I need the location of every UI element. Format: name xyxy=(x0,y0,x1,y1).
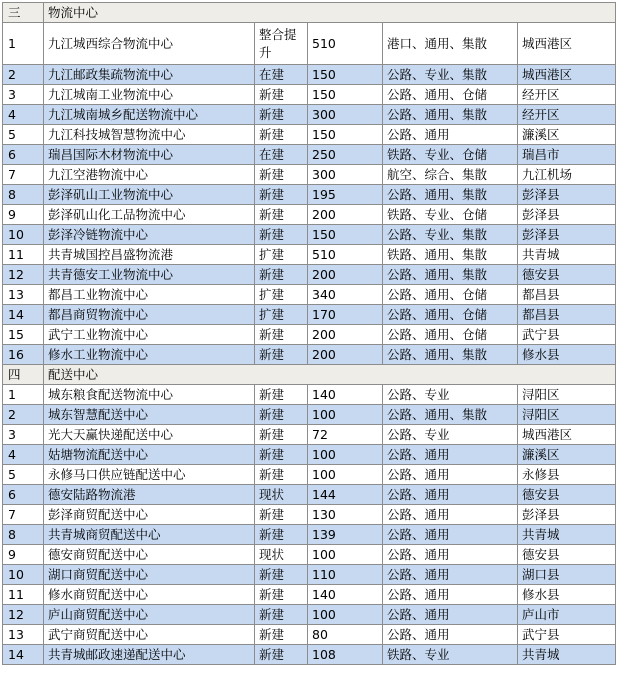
facility-name: 城东智慧配送中心 xyxy=(44,405,255,425)
facility-type: 航空、综合、集散 xyxy=(383,165,518,185)
facility-name: 都昌工业物流中心 xyxy=(44,285,255,305)
table-row xyxy=(3,85,616,105)
row-number: 8 xyxy=(3,185,44,205)
location: 城西港区 xyxy=(518,23,616,65)
facility-type: 公路、通用、集散 xyxy=(383,345,518,365)
area-value: 100 xyxy=(308,405,383,425)
area-value: 144 xyxy=(308,485,383,505)
location: 武宁县 xyxy=(518,625,616,645)
area-value: 300 xyxy=(308,105,383,125)
area-value: 72 xyxy=(308,425,383,445)
facility-name: 彭泽商贸配送中心 xyxy=(44,505,255,525)
facility-name: 共青德安工业物流中心 xyxy=(44,265,255,285)
table-row xyxy=(3,225,616,245)
facility-type: 铁路、专业 xyxy=(383,645,518,665)
logistics-table xyxy=(2,2,616,665)
row-number: 1 xyxy=(3,23,44,65)
build-status: 现状 xyxy=(255,485,308,505)
location: 濂溪区 xyxy=(518,125,616,145)
location: 经开区 xyxy=(518,85,616,105)
area-value: 150 xyxy=(308,125,383,145)
area-value: 340 xyxy=(308,285,383,305)
facility-name: 武宁商贸配送中心 xyxy=(44,625,255,645)
area-value: 150 xyxy=(308,65,383,85)
build-status: 新建 xyxy=(255,565,308,585)
facility-name: 庐山商贸配送中心 xyxy=(44,605,255,625)
facility-type: 公路、通用、集散 xyxy=(383,405,518,425)
facility-name: 瑞昌国际木材物流中心 xyxy=(44,145,255,165)
row-number: 9 xyxy=(3,545,44,565)
row-number: 4 xyxy=(3,105,44,125)
area-value: 140 xyxy=(308,385,383,405)
table-row xyxy=(3,265,616,285)
table-row xyxy=(3,125,616,145)
facility-type: 公路、专业、集散 xyxy=(383,225,518,245)
table-row xyxy=(3,385,616,405)
facility-name: 光大天赢快递配送中心 xyxy=(44,425,255,445)
row-number: 14 xyxy=(3,305,44,325)
location: 九江机场 xyxy=(518,165,616,185)
build-status: 现状 xyxy=(255,545,308,565)
facility-name: 永修马口供应链配送中心 xyxy=(44,465,255,485)
facility-name: 彭泽矶山化工品物流中心 xyxy=(44,205,255,225)
build-status: 扩建 xyxy=(255,285,308,305)
facility-type: 公路、通用、仓储 xyxy=(383,285,518,305)
location: 都昌县 xyxy=(518,285,616,305)
build-status: 新建 xyxy=(255,265,308,285)
row-number: 13 xyxy=(3,625,44,645)
facility-type: 公路、通用、集散 xyxy=(383,185,518,205)
table-row xyxy=(3,525,616,545)
section-number: 三 xyxy=(3,3,44,23)
facility-type: 公路、通用、集散 xyxy=(383,265,518,285)
build-status: 新建 xyxy=(255,205,308,225)
facility-name: 共青城国控昌盛物流港 xyxy=(44,245,255,265)
location: 经开区 xyxy=(518,105,616,125)
facility-name: 九江空港物流中心 xyxy=(44,165,255,185)
table-row xyxy=(3,425,616,445)
facility-name: 湖口商贸配送中心 xyxy=(44,565,255,585)
build-status: 扩建 xyxy=(255,305,308,325)
build-status: 新建 xyxy=(255,125,308,145)
facility-type: 公路、通用、集散 xyxy=(383,105,518,125)
table-row xyxy=(3,405,616,425)
table-row xyxy=(3,185,616,205)
table-row xyxy=(3,545,616,565)
row-number: 10 xyxy=(3,225,44,245)
table-row xyxy=(3,465,616,485)
area-value: 200 xyxy=(308,265,383,285)
facility-name: 九江城南城乡配送物流中心 xyxy=(44,105,255,125)
table-row xyxy=(3,23,616,65)
facility-type: 公路、通用 xyxy=(383,445,518,465)
table-row xyxy=(3,565,616,585)
area-value: 80 xyxy=(308,625,383,645)
location: 修水县 xyxy=(518,585,616,605)
facility-type: 公路、通用 xyxy=(383,545,518,565)
row-number: 9 xyxy=(3,205,44,225)
facility-name: 彭泽冷链物流中心 xyxy=(44,225,255,245)
location: 湖口县 xyxy=(518,565,616,585)
build-status: 在建 xyxy=(255,65,308,85)
table-row xyxy=(3,645,616,665)
table-row xyxy=(3,285,616,305)
table-row xyxy=(3,445,616,465)
table-row xyxy=(3,105,616,125)
facility-name: 武宁工业物流中心 xyxy=(44,325,255,345)
area-value: 200 xyxy=(308,205,383,225)
location: 彭泽县 xyxy=(518,205,616,225)
facility-type: 公路、通用、仓储 xyxy=(383,305,518,325)
build-status: 新建 xyxy=(255,105,308,125)
location: 德安县 xyxy=(518,545,616,565)
row-number: 6 xyxy=(3,145,44,165)
facility-type: 港口、通用、集散 xyxy=(383,23,518,65)
build-status: 新建 xyxy=(255,165,308,185)
facility-name: 彭泽矶山工业物流中心 xyxy=(44,185,255,205)
table-row xyxy=(3,345,616,365)
facility-type: 公路、专业、集散 xyxy=(383,65,518,85)
build-status: 新建 xyxy=(255,465,308,485)
facility-name: 九江城西综合物流中心 xyxy=(44,23,255,65)
row-number: 8 xyxy=(3,525,44,545)
row-number: 3 xyxy=(3,85,44,105)
table-body xyxy=(3,3,616,665)
section-number: 四 xyxy=(3,365,44,385)
facility-name: 修水商贸配送中心 xyxy=(44,585,255,605)
facility-name: 都昌商贸物流中心 xyxy=(44,305,255,325)
row-number: 14 xyxy=(3,645,44,665)
table-row xyxy=(3,485,616,505)
section-row xyxy=(3,365,616,385)
location: 永修县 xyxy=(518,465,616,485)
row-number: 2 xyxy=(3,65,44,85)
facility-name: 共青城邮政速递配送中心 xyxy=(44,645,255,665)
facility-name: 九江邮政集疏物流中心 xyxy=(44,65,255,85)
facility-type: 公路、通用 xyxy=(383,605,518,625)
location: 庐山市 xyxy=(518,605,616,625)
build-status: 新建 xyxy=(255,185,308,205)
location: 修水县 xyxy=(518,345,616,365)
row-number: 13 xyxy=(3,285,44,305)
row-number: 16 xyxy=(3,345,44,365)
build-status: 新建 xyxy=(255,505,308,525)
area-value: 100 xyxy=(308,545,383,565)
build-status: 新建 xyxy=(255,445,308,465)
build-status: 新建 xyxy=(255,645,308,665)
location: 都昌县 xyxy=(518,305,616,325)
build-status: 新建 xyxy=(255,325,308,345)
facility-type: 公路、通用 xyxy=(383,505,518,525)
area-value: 170 xyxy=(308,305,383,325)
facility-name: 九江科技城智慧物流中心 xyxy=(44,125,255,145)
build-status: 新建 xyxy=(255,525,308,545)
row-number: 7 xyxy=(3,505,44,525)
table-row xyxy=(3,585,616,605)
facility-type: 公路、通用 xyxy=(383,465,518,485)
table-row xyxy=(3,625,616,645)
location: 浔阳区 xyxy=(518,405,616,425)
facility-type: 铁路、通用、集散 xyxy=(383,245,518,265)
area-value: 140 xyxy=(308,585,383,605)
table-row xyxy=(3,325,616,345)
facility-type: 铁路、专业、仓储 xyxy=(383,205,518,225)
build-status: 新建 xyxy=(255,585,308,605)
facility-name: 九江城南工业物流中心 xyxy=(44,85,255,105)
location: 濂溪区 xyxy=(518,445,616,465)
row-number: 5 xyxy=(3,465,44,485)
build-status: 新建 xyxy=(255,625,308,645)
area-value: 195 xyxy=(308,185,383,205)
build-status: 整合提升 xyxy=(255,23,308,65)
table-row xyxy=(3,165,616,185)
facility-name: 修水工业物流中心 xyxy=(44,345,255,365)
location: 共青城 xyxy=(518,645,616,665)
table-row xyxy=(3,605,616,625)
area-value: 510 xyxy=(308,245,383,265)
build-status: 新建 xyxy=(255,345,308,365)
build-status: 新建 xyxy=(255,225,308,245)
row-number: 3 xyxy=(3,425,44,445)
facility-name: 姑塘物流配送中心 xyxy=(44,445,255,465)
build-status: 新建 xyxy=(255,85,308,105)
row-number: 15 xyxy=(3,325,44,345)
area-value: 150 xyxy=(308,225,383,245)
facility-type: 铁路、专业、仓储 xyxy=(383,145,518,165)
area-value: 200 xyxy=(308,325,383,345)
build-status: 新建 xyxy=(255,385,308,405)
area-value: 100 xyxy=(308,465,383,485)
location: 共青城 xyxy=(518,245,616,265)
row-number: 6 xyxy=(3,485,44,505)
location: 德安县 xyxy=(518,265,616,285)
table-row xyxy=(3,305,616,325)
build-status: 新建 xyxy=(255,405,308,425)
facility-type: 公路、通用 xyxy=(383,525,518,545)
row-number: 10 xyxy=(3,565,44,585)
area-value: 510 xyxy=(308,23,383,65)
facility-name: 德安商贸配送中心 xyxy=(44,545,255,565)
area-value: 150 xyxy=(308,85,383,105)
facility-type: 公路、通用 xyxy=(383,125,518,145)
facility-name: 城东粮食配送物流中心 xyxy=(44,385,255,405)
location: 彭泽县 xyxy=(518,185,616,205)
row-number: 2 xyxy=(3,405,44,425)
area-value: 200 xyxy=(308,345,383,365)
row-number: 5 xyxy=(3,125,44,145)
location: 共青城 xyxy=(518,525,616,545)
row-number: 11 xyxy=(3,245,44,265)
table-row xyxy=(3,505,616,525)
build-status: 新建 xyxy=(255,605,308,625)
area-value: 139 xyxy=(308,525,383,545)
location: 武宁县 xyxy=(518,325,616,345)
location: 城西港区 xyxy=(518,425,616,445)
location: 彭泽县 xyxy=(518,505,616,525)
facility-type: 公路、通用 xyxy=(383,485,518,505)
location: 瑞昌市 xyxy=(518,145,616,165)
facility-name: 共青城商贸配送中心 xyxy=(44,525,255,545)
row-number: 11 xyxy=(3,585,44,605)
build-status: 新建 xyxy=(255,425,308,445)
facility-type: 公路、通用 xyxy=(383,625,518,645)
facility-type: 公路、通用、仓储 xyxy=(383,325,518,345)
facility-name: 德安陆路物流港 xyxy=(44,485,255,505)
facility-type: 公路、专业 xyxy=(383,385,518,405)
table-row xyxy=(3,205,616,225)
table-row xyxy=(3,145,616,165)
area-value: 108 xyxy=(308,645,383,665)
facility-type: 公路、通用 xyxy=(383,585,518,605)
area-value: 100 xyxy=(308,445,383,465)
row-number: 12 xyxy=(3,605,44,625)
row-number: 7 xyxy=(3,165,44,185)
facility-type: 公路、专业 xyxy=(383,425,518,445)
location: 城西港区 xyxy=(518,65,616,85)
facility-type: 公路、通用、仓储 xyxy=(383,85,518,105)
area-value: 110 xyxy=(308,565,383,585)
area-value: 300 xyxy=(308,165,383,185)
area-value: 100 xyxy=(308,605,383,625)
location: 彭泽县 xyxy=(518,225,616,245)
section-row xyxy=(3,3,616,23)
area-value: 250 xyxy=(308,145,383,165)
row-number: 1 xyxy=(3,385,44,405)
location: 德安县 xyxy=(518,485,616,505)
row-number: 12 xyxy=(3,265,44,285)
location: 浔阳区 xyxy=(518,385,616,405)
area-value: 130 xyxy=(308,505,383,525)
section-title: 配送中心 xyxy=(44,365,616,385)
build-status: 在建 xyxy=(255,145,308,165)
build-status: 扩建 xyxy=(255,245,308,265)
facility-type: 公路、通用 xyxy=(383,565,518,585)
row-number: 4 xyxy=(3,445,44,465)
table-row xyxy=(3,245,616,265)
table-row xyxy=(3,65,616,85)
section-title: 物流中心 xyxy=(44,3,616,23)
